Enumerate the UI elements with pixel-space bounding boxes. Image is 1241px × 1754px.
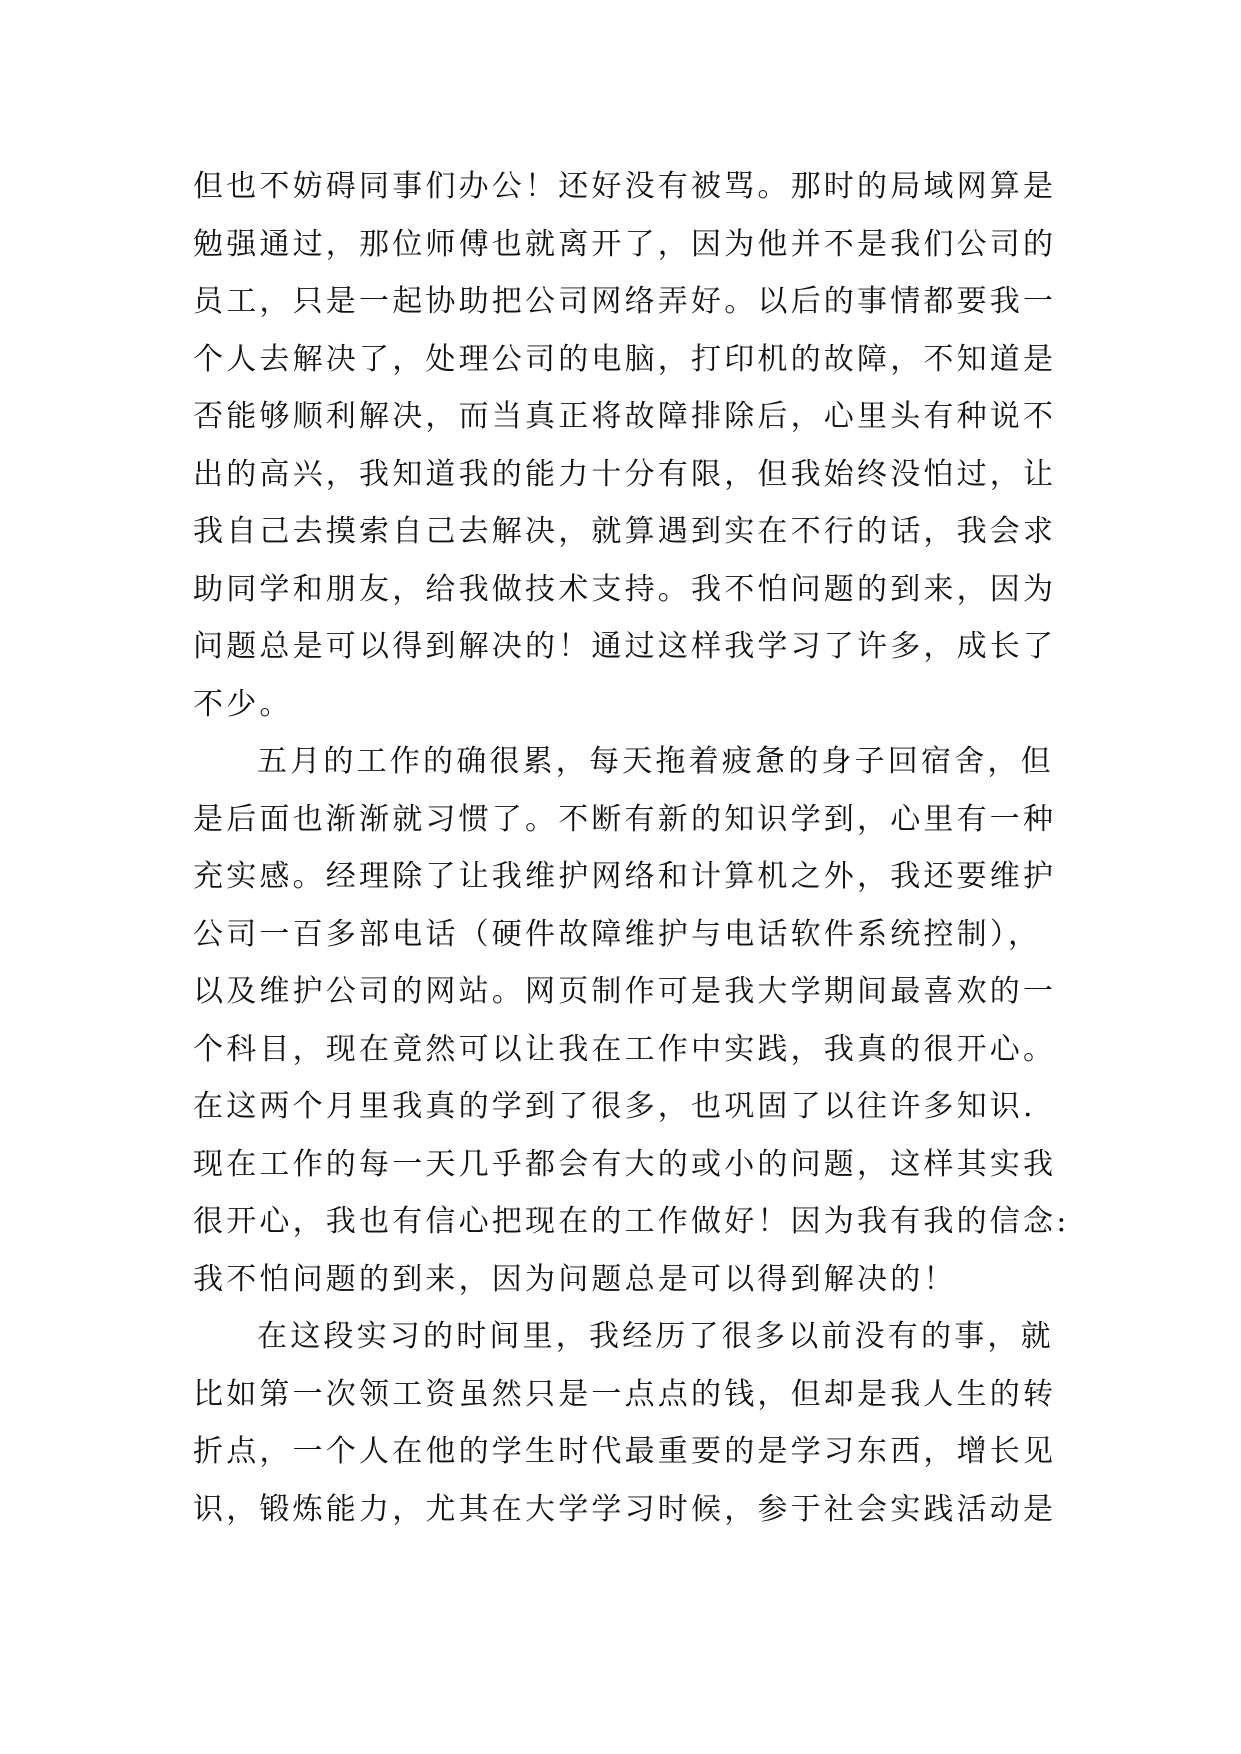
text-line: 我自己去摸索自己去解决，就算遇到实在不行的话，我会求 bbox=[193, 514, 1057, 549]
paragraph-start-line: 在这段实习的时间里，我经历了很多以前没有的事，就 bbox=[257, 1319, 1054, 1354]
text-line: 员工，只是一起协助把公司网络弄好。以后的事情都要我一 bbox=[193, 284, 1057, 319]
text-line: 比如第一次领工资虽然只是一点点的钱，但却是我人生的转 bbox=[193, 1376, 1057, 1412]
text-line: 助同学和朋友，给我做技术支持。我不怕问题的到来，因为 bbox=[193, 571, 1057, 607]
text-line: 识，锻炼能力，尤其在大学学习时候，参于社会实践活动是 bbox=[193, 1491, 1057, 1527]
text-line: 现在工作的每一天几乎都会有大的或小的问题，这样其实我 bbox=[193, 1146, 1057, 1182]
text-line: 否能够顺利解决，而当真正将故障排除后，心里头有种说不 bbox=[193, 399, 1057, 434]
body-text bbox=[193, 158, 1070, 1538]
text-line: 勉强通过，那位师傅也就离开了，因为他并不是我们公司的 bbox=[193, 226, 1057, 262]
text-line: 我不怕问题的到来，因为问题总是可以得到解决的！ bbox=[193, 1261, 957, 1297]
text-line: 公司一百多部电话（硬件故障维护与电话软件系统控制）， bbox=[193, 916, 1042, 952]
text-line: 以及维护公司的网站。网页制作可是我大学期间最喜欢的一 bbox=[193, 974, 1057, 1009]
text-line: 不少。 bbox=[193, 686, 293, 722]
text-line: 折点，一个人在他的学生时代最重要的是学习东西，增长见 bbox=[193, 1434, 1057, 1469]
paragraph-start-line: 五月的工作的确很累，每天拖着疲惫的身子回宿舍，但 bbox=[257, 744, 1054, 779]
text-line: 在这两个月里我真的学到了很多，也巩固了以往许多知识. bbox=[193, 1089, 1036, 1124]
text-line: 很开心，我也有信心把现在的工作做好！因为我有我的信念: bbox=[193, 1204, 1070, 1239]
text-line: 是后面也渐渐就习惯了。不断有新的知识学到，心里有一种 bbox=[193, 801, 1057, 837]
text-line: 个科目，现在竟然可以让我在工作中实践，我真的很开心。 bbox=[193, 1031, 1057, 1067]
text-line: 充实感。经理除了让我维护网络和计算机之外，我还要维护 bbox=[193, 859, 1057, 894]
text-line: 问题总是可以得到解决的！通过这样我学习了许多，成长了 bbox=[193, 629, 1057, 664]
text-line: 但也不妨碍同事们办公！还好没有被骂。那时的局域网算是 bbox=[193, 169, 1057, 204]
text-line: 个人去解决了，处理公司的电脑，打印机的故障，不知道是 bbox=[193, 341, 1057, 377]
text-line: 出的高兴，我知道我的能力十分有限，但我始终没怕过，让 bbox=[193, 456, 1057, 492]
